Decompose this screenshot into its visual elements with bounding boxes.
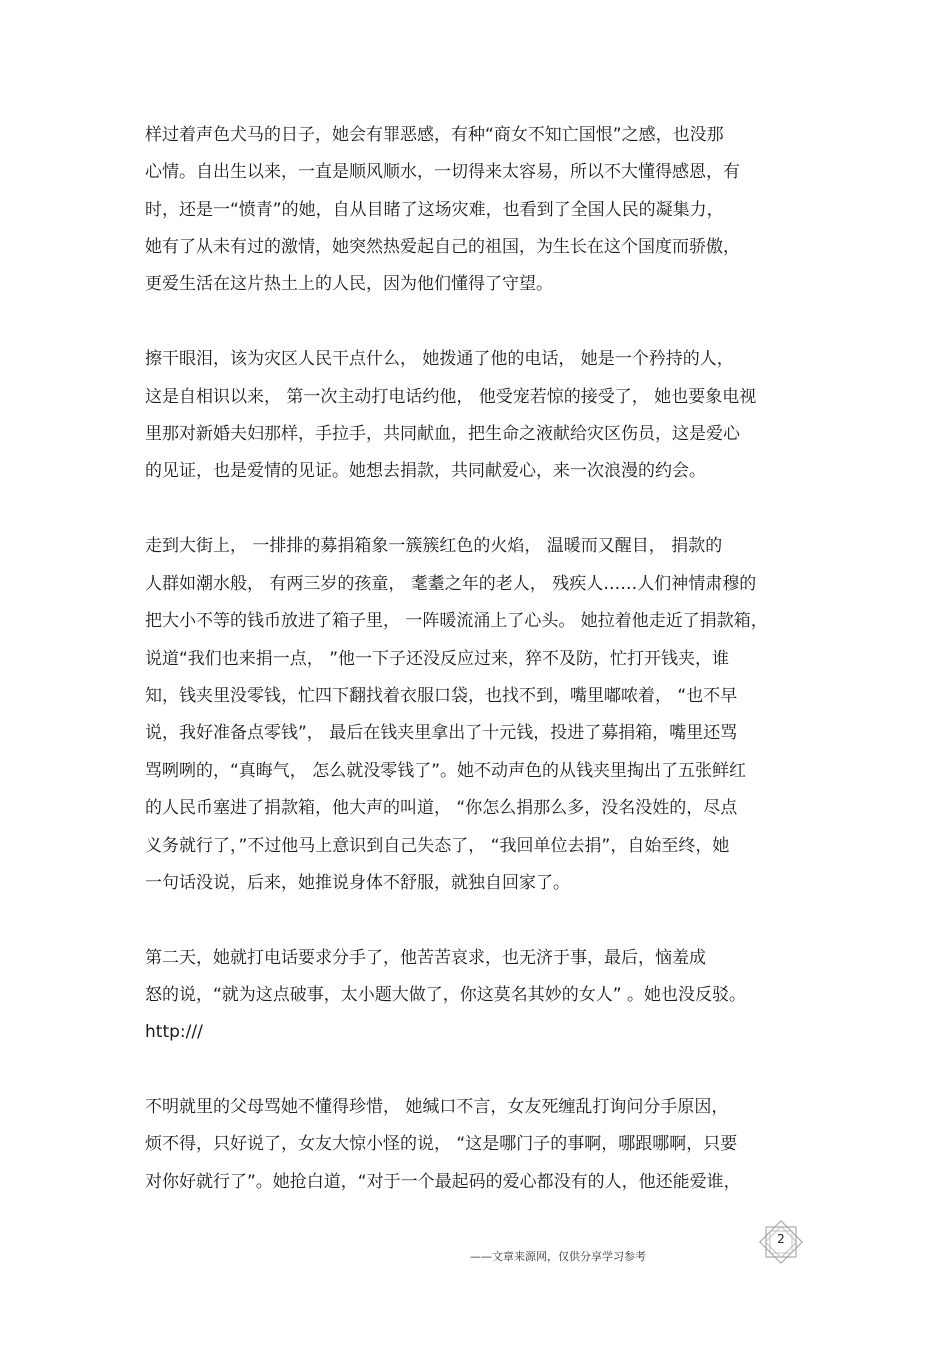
text-line: 走到大街上， 一排排的募捐箱象一簇簇红色的火焰， 温暖而又醒目， 捐款的 — [145, 536, 723, 556]
text-line: 怒的说，“就为这点破事，太小题大做了，你这莫名其妙的女人” 。她也没反驳。 — [145, 985, 747, 1005]
text-line: 不明就里的父母骂她不懂得珍惜， 她缄口不言，女友死缠乱打询问分手原因， — [145, 1097, 729, 1117]
page-number: 2 — [777, 1232, 785, 1246]
footer-source-note: ——文章来源网，仅供分享学习参考 — [470, 1250, 646, 1263]
text-line: 一句话没说，后来，她推说身体不舒服，就独自回家了。 — [145, 873, 570, 893]
text-line: 这是自相识以来， 第一次主动打电话约他， 他受宠若惊的接受了， 她也要象电视 — [145, 387, 757, 407]
text-line: 更爱生活在这片热土上的人民，因为他们懂得了守望。 — [145, 274, 553, 294]
text-line: 第二天，她就打电话要求分手了，他苦苦哀求，也无济于事，最后，恼羞成 — [145, 948, 706, 968]
text-line: 的见证，也是爱情的见证。她想去捐款，共同献爱心，来一次浪漫的约会。 — [145, 461, 706, 481]
text-line: 擦干眼泪，该为灾区人民干点什么， 她拨通了他的电话， 她是一个矜持的人， — [145, 349, 734, 369]
text-line: 的人民币塞进了捐款箱，他大声的叫道， “你怎么捐那么多，没名没姓的，尽点 — [145, 798, 738, 818]
text-line: 心情。自出生以来，一直是顺风顺水，一切得来太容易，所以不大懂得感恩，有 — [145, 162, 740, 182]
text-line: 骂咧咧的，“真晦气， 怎么就没零钱了”。她不动声色的从钱夹里掏出了五张鲜红 — [145, 761, 747, 781]
text-line: 样过着声色犬马的日子，她会有罪恶感，有种“商女不知亡国恨”之感，也没那 — [145, 125, 724, 145]
text-line: 对你好就行了”。她抢白道，“对于一个最起码的爱心都没有的人，他还能爱谁， — [145, 1172, 741, 1192]
text-line: 说道“我们也来捐一点， ”他一下子还没反应过来，猝不及防，忙打开钱夹，谁 — [145, 649, 730, 669]
text-line: 时，还是一“愤青”的她，自从目睹了这场灾难，也看到了全国人民的凝集力， — [145, 200, 724, 220]
text-line: 义务就行了，”不过他马上意识到自己失态了， “我回单位去捐”，自始至终，她 — [145, 836, 730, 856]
text-line: 烦不得，只好说了，女友大惊小怪的说， “这是哪门子的事啊，哪跟哪啊，只要 — [145, 1134, 738, 1154]
text-line: 人群如潮水般， 有两三岁的孩童， 耄耋之年的老人， 残疾人……人们神情肃穆的 — [145, 574, 757, 594]
url-text[interactable]: http:/// — [145, 1022, 203, 1042]
text-line: 把大小不等的钱币放进了箱子里， 一阵暖流涌上了心头。 她拉着他走近了捐款箱， — [145, 611, 768, 631]
page-number-badge — [756, 1220, 806, 1264]
text-line: 她有了从未有过的激情，她突然热爱起自己的祖国，为生长在这个国度而骄傲， — [145, 237, 740, 257]
text-line: 说，我好准备点零钱”， 最后在钱夹里拿出了十元钱，投进了募捐箱，嘴里还骂 — [145, 723, 738, 743]
text-line: 知，钱夹里没零钱，忙四下翻找着衣服口袋，也找不到，嘴里嘟哝着， “也不早 — [145, 686, 738, 706]
text-line: 里那对新婚夫妇那样，手拉手，共同献血，把生命之液献给灾区伤员，这是爱心 — [145, 424, 740, 444]
